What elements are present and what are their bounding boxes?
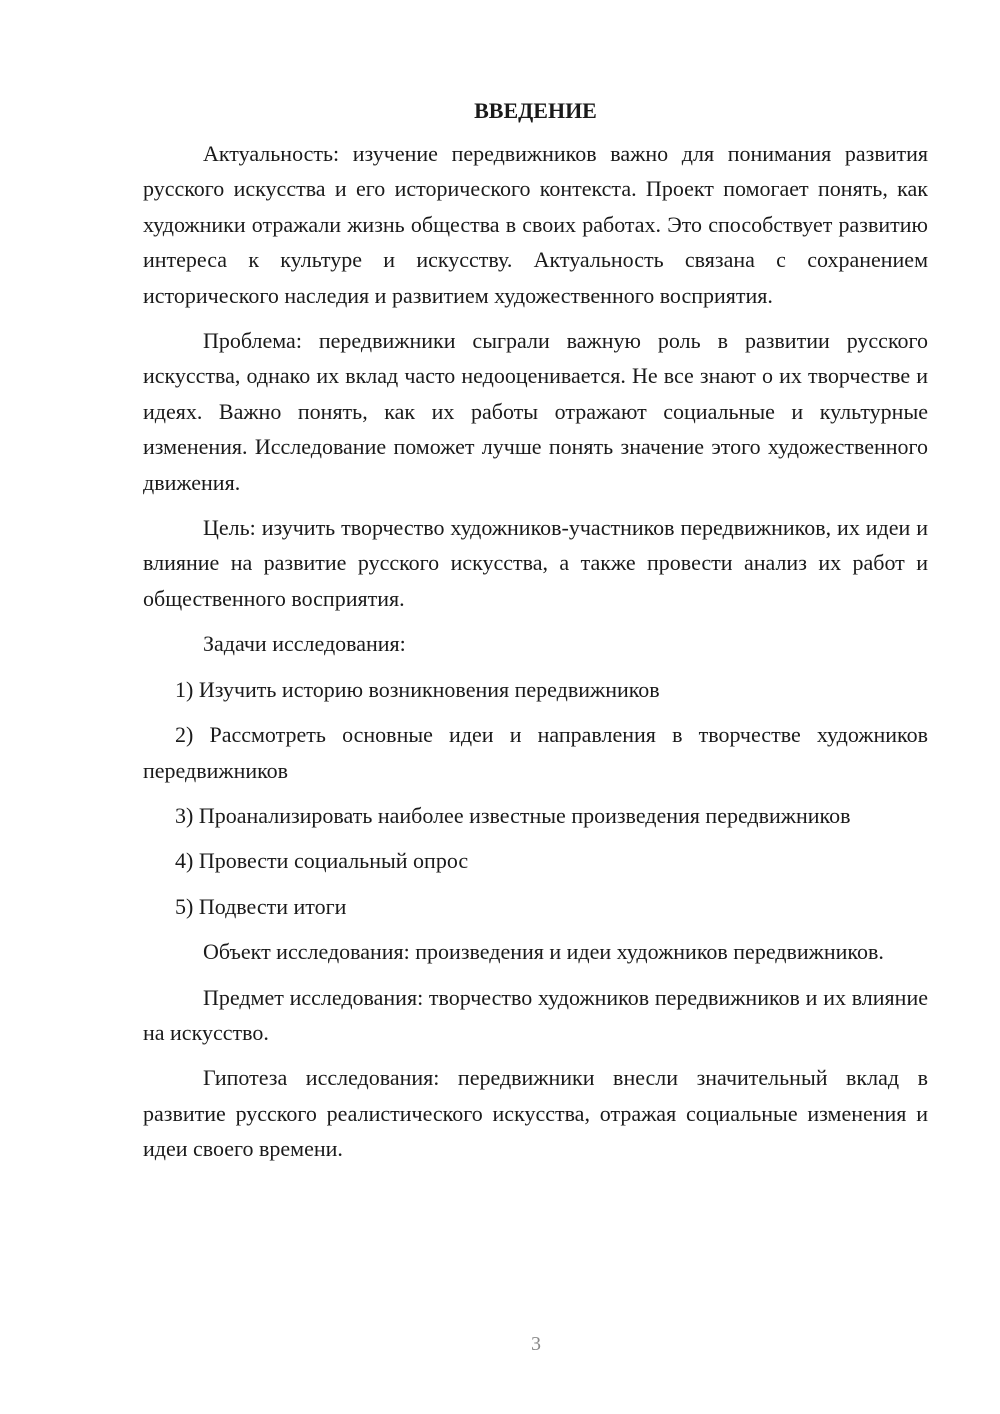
problem-paragraph: Проблема: передвижники сыграли важную роль в развитии русского искусства, однако их вклад часто недооценивается. Не все знают о их творчестве и идеях. Важно понять, как их работы отражают социальные и культурные изменения. Исследование поможет лучше понять значение этого художественного движения. <box>143 328 928 495</box>
subject-paragraph: Предмет исследования: творчество художников передвижников и их влияние на искусство. <box>143 984 928 1045</box>
task-item: 5) Подвести итоги <box>175 893 347 919</box>
hypothesis-paragraph: Гипотеза исследования: передвижники внесли значительный вклад в развитие русского реалистического искусства, отражая социальные изменения и идеи своего времени. <box>143 1065 928 1162</box>
task-item: 2) Рассмотреть основные идеи и направления в творчестве художников передвижников <box>143 722 928 783</box>
page-number: 3 <box>531 1333 541 1355</box>
task-item: 3) Проанализировать наиболее известные произведения передвижников <box>175 802 851 828</box>
goal-paragraph: Цель: изучить творчество художников-участников передвижников, их идеи и влияние на развитие русского искусства, а также провести анализ их работ и общественного восприятия. <box>143 515 928 611</box>
task-item: 4) Провести социальный опрос <box>175 848 469 874</box>
relevance-paragraph: Актуальность: изучение передвижников важно для понимания развития русского искусства и его исторического контекста. Проект помогает понять, как художники отражали жизнь общества в своих работах. Это способствует развитию интереса к культуре и искусству. Актуальность связана с сохранением исторического наследия и развитием художественного восприятия. <box>143 141 928 308</box>
page-content <box>143 96 928 1177</box>
object-paragraph: Объект исследования: произведения и идеи художников передвижников. <box>203 939 884 965</box>
page-title: ВВЕДЕНИЕ <box>474 98 597 123</box>
task-item: 1) Изучить историю возникновения передвижников <box>175 676 660 702</box>
tasks-heading: Задачи исследования: <box>203 631 406 657</box>
